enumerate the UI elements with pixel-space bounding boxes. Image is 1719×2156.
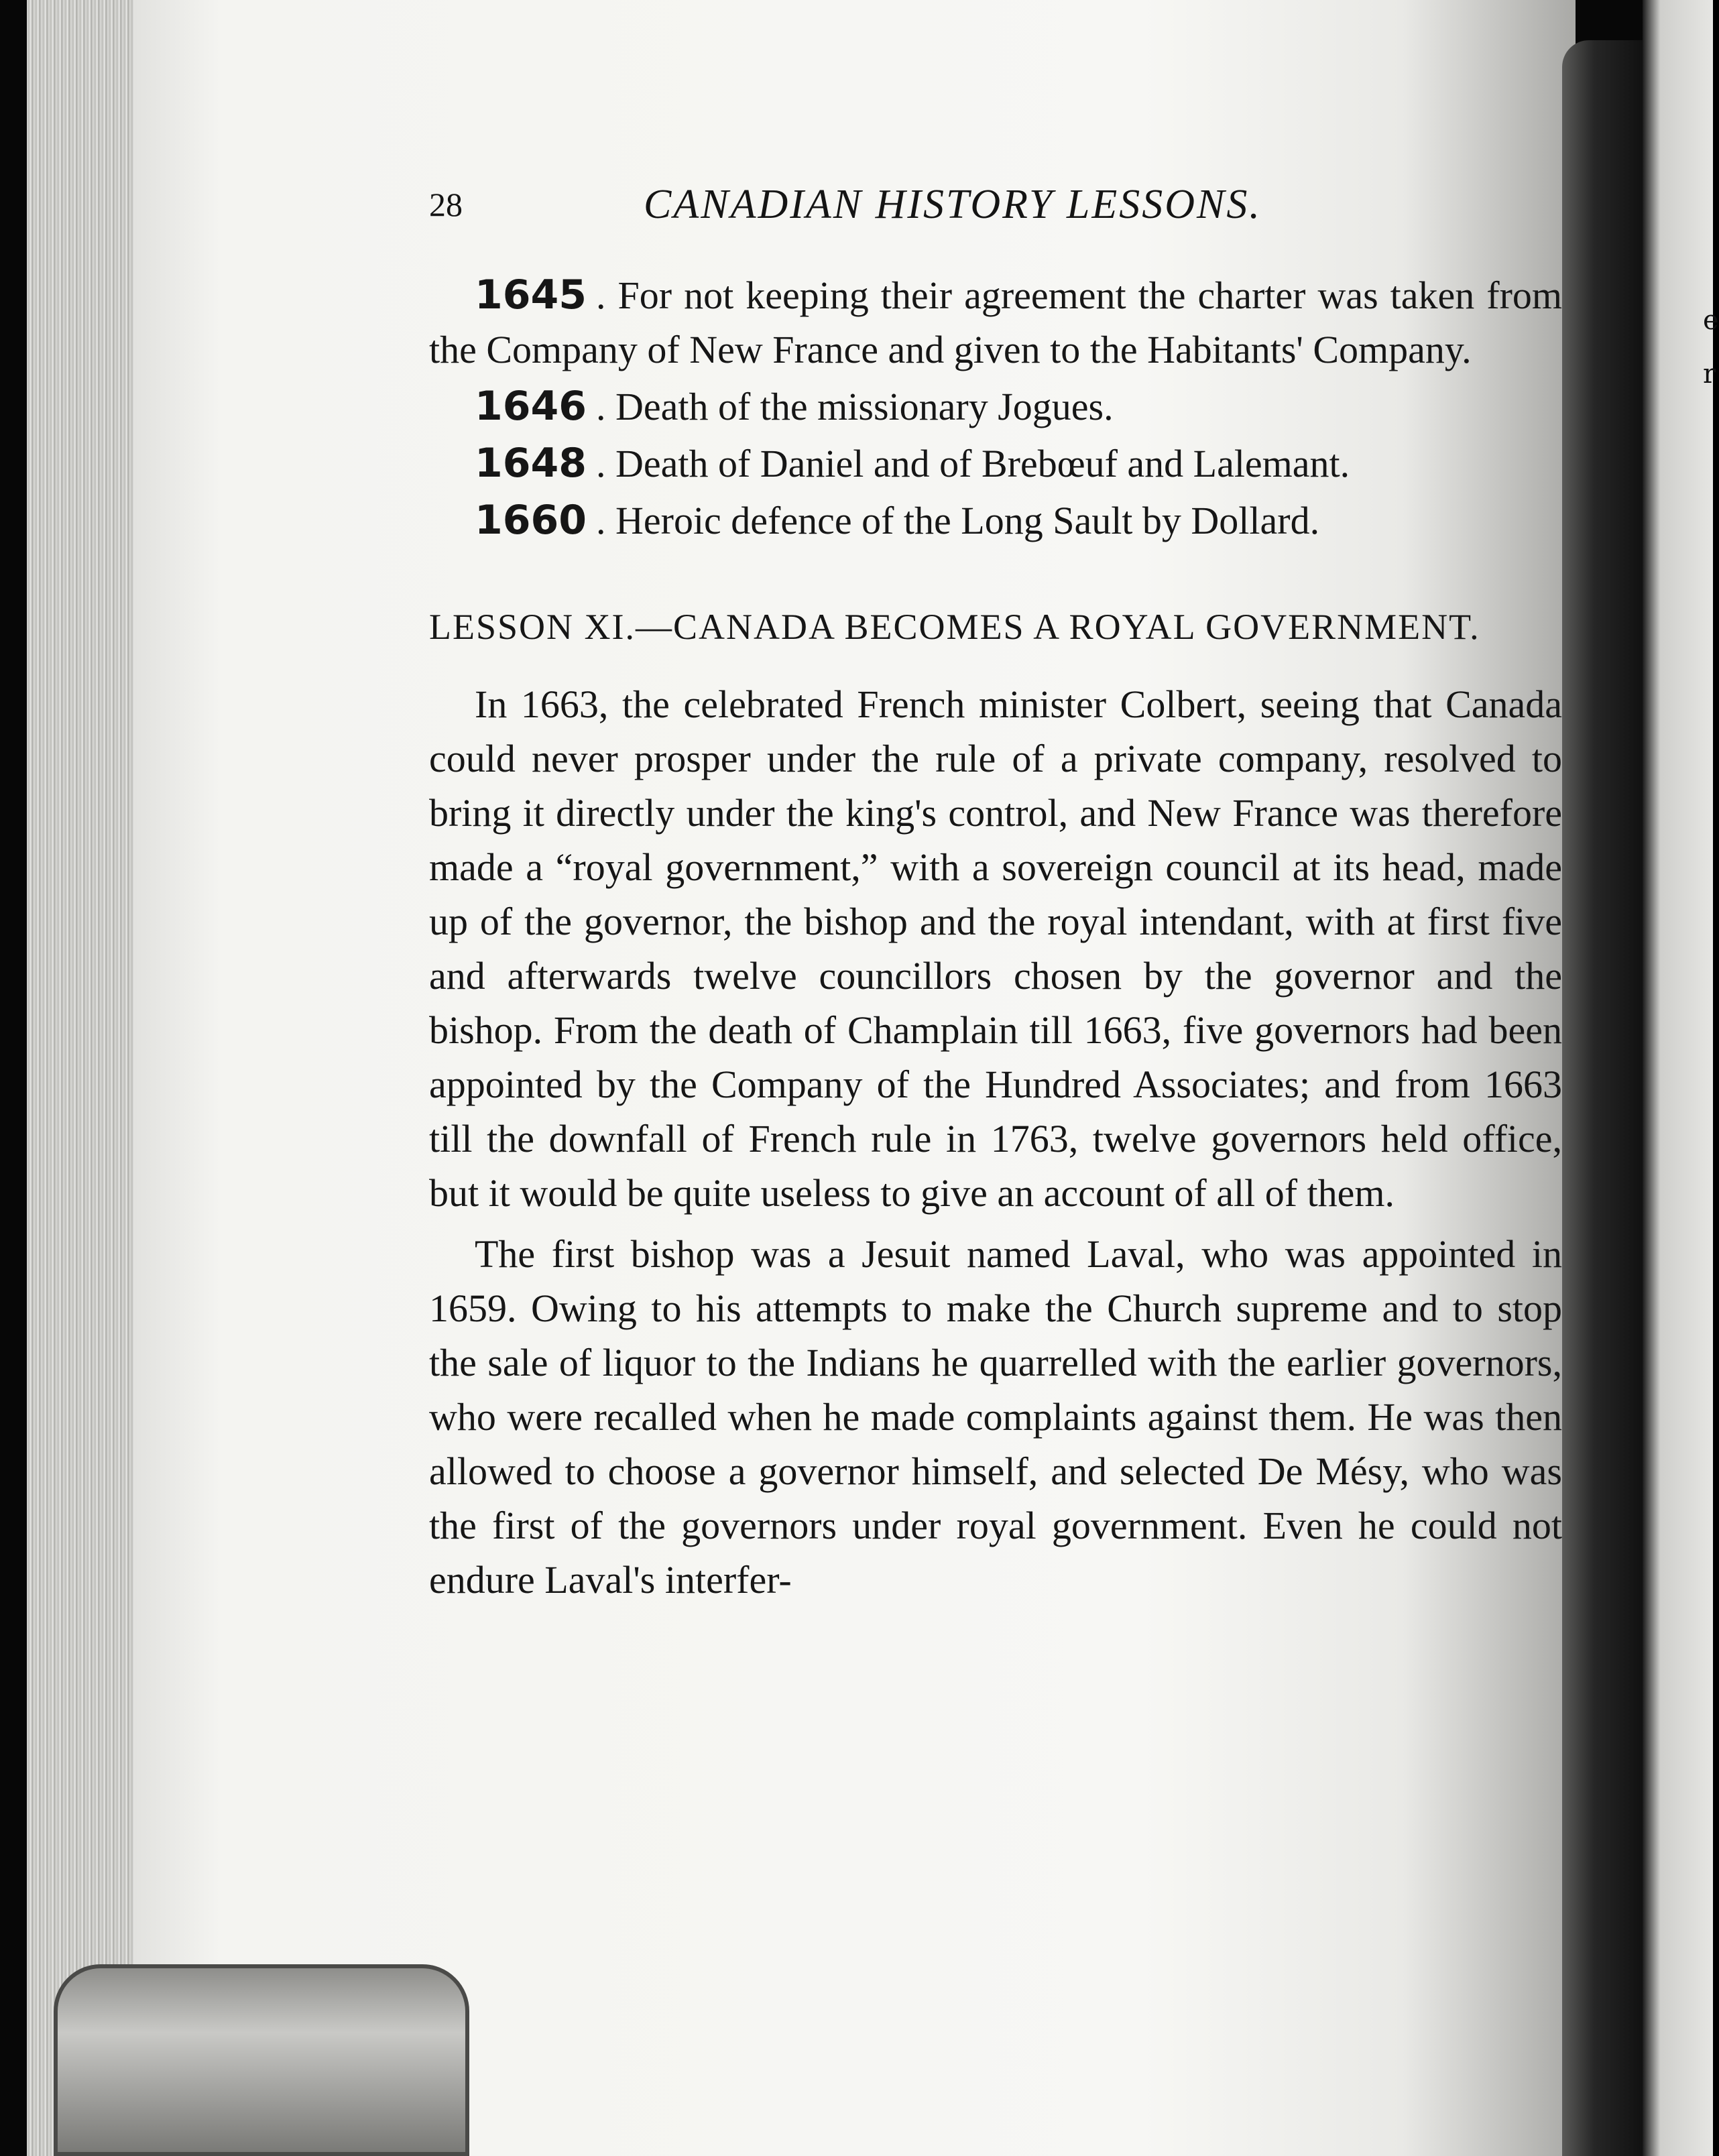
- body-paragraph: The first bishop was a Jesuit named Laval, who was appointed in 1659. Owing to his attempts to make the Church supreme and to stop the sale of liquor to the Indians he quarrelled with the earlier governors, who were recalled when he made complaints against them. He was then allowed to choose a governor himself, and selected De Mésy, who was the first of the governors under royal government. Even he could not endure Laval's interfer-: [429, 1232, 1562, 1602]
- lesson-heading: LESSON XI.—CANADA BECOMES A ROYAL GOVERNMENT.: [429, 607, 1480, 647]
- adjacent-page-edge: [1643, 0, 1719, 2156]
- page-header: [429, 181, 1368, 241]
- book-binding-shadow: [1562, 40, 1643, 2156]
- entry-year: 1660: [475, 497, 587, 544]
- entry-text: . Death of the missionary Jogues.: [596, 385, 1114, 428]
- entry-year: 1645: [475, 272, 587, 318]
- chronology-entry: [429, 493, 1562, 548]
- running-title: CANADIAN HISTORY LESSONS.: [644, 182, 1262, 227]
- page-body: [429, 268, 1562, 1614]
- entry-year: 1646: [475, 383, 587, 430]
- entry-text: . Heroic defence of the Long Sault by Dollard.: [596, 499, 1320, 542]
- body-paragraph: In 1663, the celebrated French minister Colbert, seeing that Canada could never prosper under the rule of a private company, resolved to bring it directly under the king's control, and New France was therefore made a “royal government,” with a sovereign council at its head, made up of the governor, the bishop and the royal intendant, with at first five and afterwards twelve councillors chosen by the governor and the bishop. From the death of Champlain till 1663, five governors had been appointed by the Company of the Hundred Associates; and from 1663 till the downfall of French rule in 1763, twelve governors held office, but it would be quite useless to give an account of all of them.: [429, 682, 1562, 1215]
- adjacent-page-fragment: e: [1703, 305, 1719, 336]
- adjacent-page-fragment: r: [1703, 359, 1716, 390]
- entry-year: 1648: [475, 440, 587, 487]
- page-number: 28: [429, 186, 463, 223]
- chronology-entry: [429, 268, 1562, 377]
- book-holder-clip: [54, 1964, 469, 2156]
- entry-text: . For not keeping their agreement the charter was taken from the Company of New France and given to the Habitants' Company.: [429, 274, 1562, 371]
- entry-text: . Death of Daniel and of Brebœuf and Lalemant.: [596, 442, 1350, 485]
- chronology-entry: [429, 436, 1562, 491]
- chronology-entry: [429, 379, 1562, 434]
- page-stack-edges: [27, 0, 147, 2156]
